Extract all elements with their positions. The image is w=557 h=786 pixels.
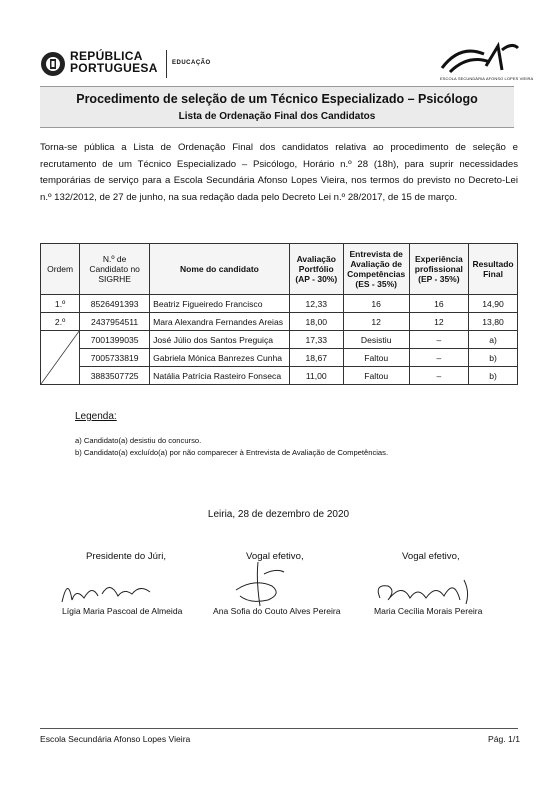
coat-of-arms-icon [40, 49, 66, 79]
school-logo-text: ESCOLA SECUNDÁRIA AFONSO LOPES VIEIRA [440, 76, 534, 81]
cell-ap: 18,67 [289, 349, 343, 367]
cell-ep: – [409, 367, 468, 385]
cell-es: 16 [343, 295, 409, 313]
cell-numero: 7005733819 [80, 349, 150, 367]
school-logo-icon [440, 40, 520, 76]
page-title: Procedimento de seleção de um Técnico Especializado – Psicólogo [76, 92, 478, 106]
cell-nome: Mara Alexandra Fernandes Areias [150, 313, 290, 331]
header-numero: N.º de Candidato no SIGRHE [80, 244, 150, 295]
table-row [41, 331, 518, 349]
legend-title: Legenda: [75, 411, 117, 422]
footer-school: Escola Secundária Afonso Lopes Vieira [40, 734, 191, 744]
cell-ep: – [409, 331, 468, 349]
cell-es: Faltou [343, 367, 409, 385]
date-line: Leiria, 28 de dezembro de 2020 [207, 509, 350, 520]
cell-nome: Beatriz Figueiredo Francisco [150, 295, 290, 313]
department-label: EDUCAÇÃO [172, 60, 211, 66]
cell-ep: – [409, 349, 468, 367]
cell-ap: 11,00 [289, 367, 343, 385]
table-row [41, 349, 518, 367]
table-row [41, 313, 518, 331]
table-header-row [41, 244, 518, 295]
cell-ap: 17,33 [289, 331, 343, 349]
legend-item-a: a) Candidato(a) desistiu do concurso. [75, 436, 202, 445]
cell-nome: Gabriela Mónica Banrezes Cunha [150, 349, 290, 367]
cell-ap: 12,33 [289, 295, 343, 313]
header-divider [166, 50, 167, 78]
republica-portuguesa-logo [40, 47, 180, 81]
cell-ordem: 2.º [41, 313, 80, 331]
cell-resultado: b) [469, 349, 518, 367]
intro-paragraph: Torna-se pública a Lista de Ordenação Final dos candidatos relativa ao procedimento de seleção e recrutamento de um Técnico Especializado – Psicólogo, Horário n.º 28 (18h), para suprir necessidades temporárias de serviço para a Escola Secundária Afonso Lopes Vieira, nos termos do previsto no Decreto-Lei n.º 132/2012, de 27 de junho, na sua redação dada pelo Decreto Lei n.º 28/2017, de 15 de março. [40, 142, 518, 203]
header-ap: Avaliação Portfólio (AP - 30%) [289, 244, 343, 295]
org-name-line2: PORTUGUESA [70, 61, 158, 75]
cell-ordem: 1.º [41, 295, 80, 313]
cell-resultado: b) [469, 367, 518, 385]
header-ep: Experiência profissional (EP - 35%) [409, 244, 468, 295]
cell-numero: 7001399035 [80, 331, 150, 349]
title-box [40, 86, 514, 128]
table-row [41, 367, 518, 385]
diagonal-strike [41, 331, 79, 384]
handwritten-signature-2 [228, 560, 288, 610]
school-logo [440, 40, 534, 82]
cell-es: Faltou [343, 349, 409, 367]
signature-name-vogal-2: Maria Cecília Morais Pereira [374, 606, 483, 616]
cell-ap: 18,00 [289, 313, 343, 331]
header-es: Entrevista de Avaliação de Competências (ES - 35%) [343, 244, 409, 295]
cell-ordem-empty [41, 331, 80, 385]
cell-numero: 8526491393 [80, 295, 150, 313]
cell-resultado: a) [469, 331, 518, 349]
cell-es: Desistiu [343, 331, 409, 349]
header-resultado: Resultado Final [469, 244, 518, 295]
cell-es: 12 [343, 313, 409, 331]
legend-item-b: b) Candidato(a) excluído(a) por não comparecer à Entrevista de Avaliação de Competências. [75, 448, 389, 457]
footer-page-number: Pág. 1/1 [487, 734, 520, 744]
cell-ep: 16 [409, 295, 468, 313]
signature-name-vogal-1: Ana Sofia do Couto Alves Pereira [213, 606, 341, 616]
cell-ep: 12 [409, 313, 468, 331]
header-nome: Nome do candidato [150, 244, 290, 295]
header-ordem: Ordem [41, 244, 80, 295]
cell-resultado: 14,90 [469, 295, 518, 313]
page-subtitle: Lista de Ordenação Final dos Candidatos [178, 111, 376, 122]
cell-nome: Natália Patrícia Rasteiro Fonseca [150, 367, 290, 385]
signature-role-vogal-1: Vogal efetivo, [246, 551, 304, 562]
handwritten-signature-3 [374, 574, 484, 608]
cell-numero: 3883507725 [80, 367, 150, 385]
org-name [70, 50, 158, 74]
handwritten-signature-1 [58, 574, 158, 608]
signature-role-president: Presidente do Júri, [86, 551, 166, 562]
candidates-table [40, 243, 518, 385]
table-row [41, 295, 518, 313]
signature-role-vogal-2: Vogal efetivo, [402, 551, 460, 562]
footer-divider [40, 728, 518, 729]
cell-resultado: 13,80 [469, 313, 518, 331]
org-name-line1: REPÚBLICA [70, 49, 143, 63]
cell-numero: 2437954511 [80, 313, 150, 331]
signature-name-president: Lígia Maria Pascoal de Almeida [62, 606, 183, 616]
cell-nome: José Júlio dos Santos Preguiça [150, 331, 290, 349]
